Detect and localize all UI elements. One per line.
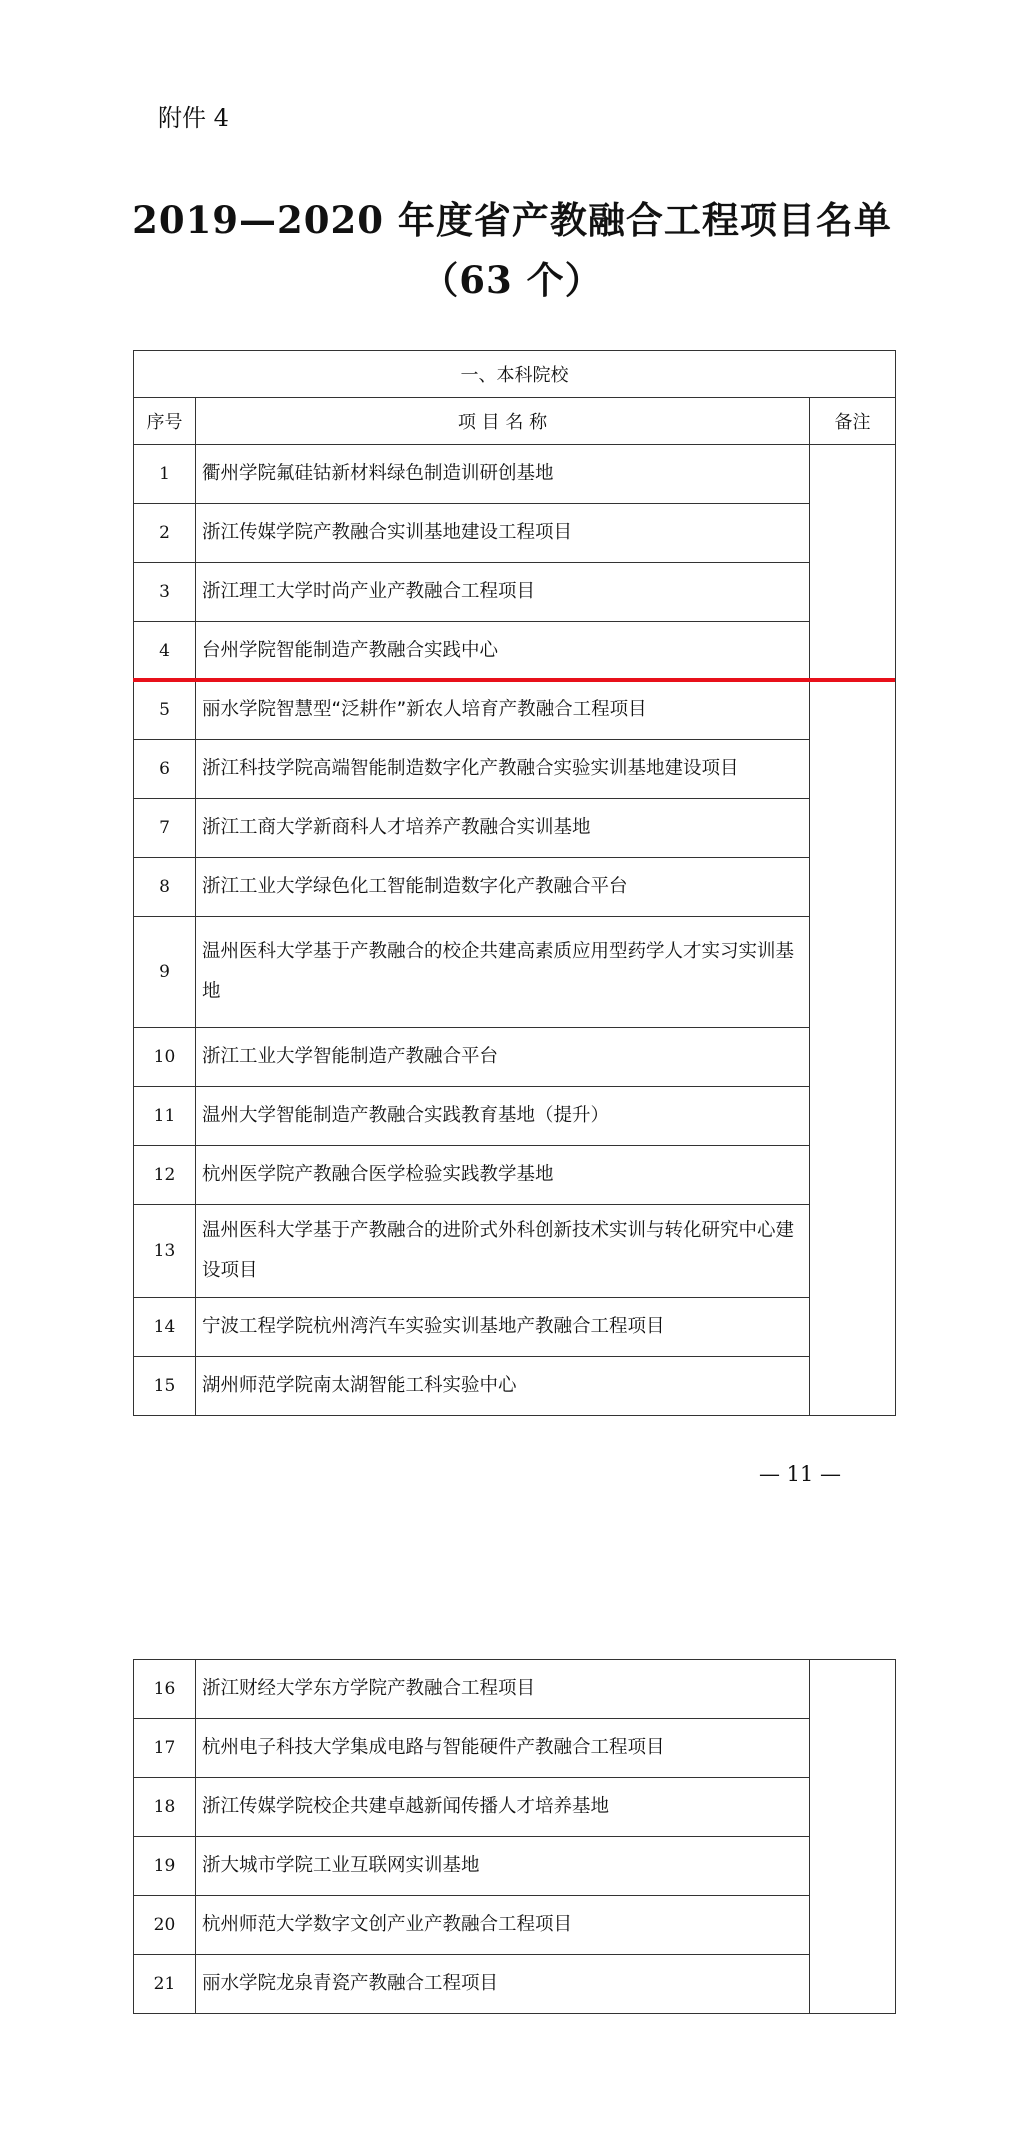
project-name: 杭州电子科技大学集成电路与智能硬件产教融合工程项目 [196,1719,810,1778]
row-number: 8 [134,858,196,917]
table-row [134,740,896,799]
row-number: 19 [134,1837,196,1896]
table-row [134,1205,896,1298]
table-row [134,681,896,740]
row-number: 10 [134,1028,196,1087]
row-number: 13 [134,1205,196,1298]
row-number: 15 [134,1357,196,1416]
project-name: 浙江工业大学智能制造产教融合平台 [196,1028,810,1087]
project-name: 宁波工程学院杭州湾汽车实验实训基地产教融合工程项目 [196,1298,810,1357]
table-row [134,1719,896,1778]
table-row [134,1955,896,2014]
project-name: 浙江科技学院高端智能制造数字化产教融合实验实训基地建设项目 [196,740,810,799]
project-name: 丽水学院智慧型“泛耕作”新农人培育产教融合工程项目 [196,681,810,740]
project-table-page1 [133,350,896,1416]
row-number: 16 [134,1660,196,1719]
table-row [134,1028,896,1087]
table-row [134,1837,896,1896]
project-name: 杭州师范大学数字文创产业产教融合工程项目 [196,1896,810,1955]
row-number: 17 [134,1719,196,1778]
project-name: 浙江财经大学东方学院产教融合工程项目 [196,1660,810,1719]
table-row [134,1778,896,1837]
column-header-name: 项 目 名 称 [196,398,810,445]
column-header-no: 序号 [134,398,196,445]
row-number: 20 [134,1896,196,1955]
project-name: 浙江理工大学时尚产业产教融合工程项目 [196,563,810,622]
project-name: 丽水学院龙泉青瓷产教融合工程项目 [196,1955,810,2014]
table-row [134,1146,896,1205]
row-number: 3 [134,563,196,622]
row-number: 1 [134,445,196,504]
row-number: 9 [134,917,196,1028]
row-number: 4 [134,622,196,681]
project-name: 衢州学院氟硅钴新材料绿色制造训研创基地 [196,445,810,504]
remark-cell [810,1660,896,2014]
row-number: 12 [134,1146,196,1205]
table-row [134,1087,896,1146]
row-number: 21 [134,1955,196,2014]
table-row [134,858,896,917]
row-number: 7 [134,799,196,858]
row-number: 18 [134,1778,196,1837]
table-row [134,504,896,563]
project-name: 台州学院智能制造产教融合实践中心 [196,622,810,681]
table-body-page1 [134,445,896,1416]
project-name: 浙江传媒学院校企共建卓越新闻传播人才培养基地 [196,1778,810,1837]
project-name: 浙江传媒学院产教融合实训基地建设工程项目 [196,504,810,563]
project-name: 温州大学智能制造产教融合实践教育基地（提升） [196,1087,810,1146]
section-title: 一、本科院校 [134,351,896,398]
project-name: 浙江工商大学新商科人才培养产教融合实训基地 [196,799,810,858]
table-row [134,917,896,1028]
attachment-label: 附件 4 [158,104,229,132]
remark-cell [810,445,896,1416]
table-row [134,1896,896,1955]
table-row [134,1660,896,1719]
project-name: 浙大城市学院工业互联网实训基地 [196,1837,810,1896]
page-number: — 11 — [758,1462,842,1486]
table-row [134,622,896,681]
project-name: 温州医科大学基于产教融合的进阶式外科创新技术实训与转化研究中心建设项目 [196,1205,810,1298]
column-header-remark: 备注 [810,398,896,445]
row-number: 5 [134,681,196,740]
table-row [134,799,896,858]
project-name: 湖州师范学院南太湖智能工科实验中心 [196,1357,810,1416]
project-table-page2 [133,1659,896,2014]
table-row [134,445,896,504]
row-number: 6 [134,740,196,799]
red-divider-line [133,678,895,682]
project-name: 温州医科大学基于产教融合的校企共建高素质应用型药学人才实习实训基地 [196,917,810,1028]
row-number: 2 [134,504,196,563]
row-number: 14 [134,1298,196,1357]
document-subtitle-count: （63 个） [421,258,603,302]
table-row [134,563,896,622]
row-number: 11 [134,1087,196,1146]
document-title: 2019—2020 年度省产教融合工程项目名单 [132,198,892,242]
project-name: 杭州医学院产教融合医学检验实践教学基地 [196,1146,810,1205]
table-row [134,1357,896,1416]
table-body-page2 [134,1660,896,2014]
table-row [134,1298,896,1357]
project-name: 浙江工业大学绿色化工智能制造数字化产教融合平台 [196,858,810,917]
